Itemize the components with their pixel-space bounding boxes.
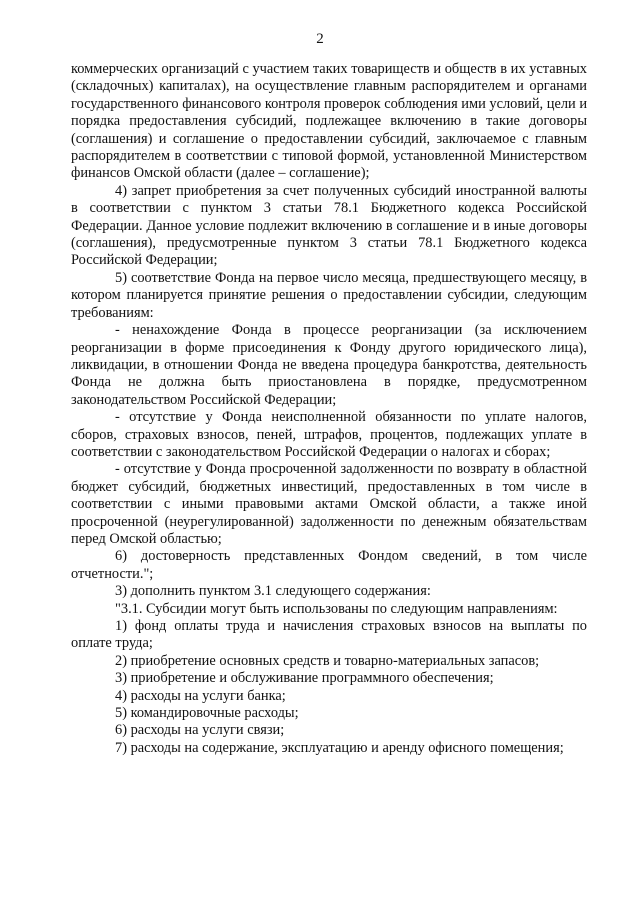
paragraph: - отсутствие у Фонда просроченной задолженности по возврату в областной бюджет субсидий, бюджетных инвестиций, предоставленных в том числе в соответствии с иными правовыми актами Омской области, а также иной просроченной (неурегулированной) задолженности по денежным обязательствам перед Омской областью; <box>71 461 587 547</box>
paragraph: 5) командировочные расходы; <box>115 705 299 722</box>
paragraph: 6) достоверность представленных Фондом сведений, в том числе отчетности."; <box>71 548 587 582</box>
document-body <box>71 61 587 757</box>
paragraph: 4) расходы на услуги банка; <box>115 687 286 704</box>
paragraph: 7) расходы на содержание, эксплуатацию и аренду офисного помещения; <box>115 739 564 756</box>
paragraph: "3.1. Субсидии могут быть использованы по следующим направлениям: <box>115 600 558 617</box>
paragraph: - отсутствие у Фонда неисполненной обязанности по уплате налогов, сборов, страховых взносов, пеней, штрафов, процентов, подлежащих уплате в соответствии с законодательством Российской Федерации о налогах и сборах; <box>71 409 587 460</box>
paragraph: коммерческих организаций с участием таких товариществ и обществ в их уставных (складочных) капиталах), на осуществление главным распорядителем и органами государственного финансового контроля проверок соблюдения ими условий, цели и порядка предоставления субсидий, подлежащее включению в такие договоры (соглашения) и соглашение о предоставлении субсидий, заключаемое с главным распорядителем в соответствии с типовой формой, установленной Министерством финансов Омской области (далее – соглашение); <box>71 61 588 182</box>
paragraph: 6) расходы на услуги связи; <box>115 722 285 739</box>
paragraph: 3) дополнить пунктом 3.1 следующего содержания: <box>115 583 431 600</box>
paragraph: 3) приобретение и обслуживание программного обеспечения; <box>115 670 494 687</box>
paragraph: - ненахождение Фонда в процессе реорганизации (за исключением реорганизации в форме присоединения к Фонду другого юридического лица), ликвидации, в отношении Фонда не введена процедура банкротства, деятельность Фонда не должна быть приостановлена в порядке, предусмотренном законодательством Российской Федерации; <box>71 322 587 408</box>
paragraph: 5) соответствие Фонда на первое число месяца, предшествующего месяцу, в котором планируется принятие решения о предоставлении субсидии, следующим требованиям: <box>71 269 587 321</box>
page-number: 2 <box>316 31 324 47</box>
paragraph: 2) приобретение основных средств и товарно-материальных запасов; <box>115 652 540 669</box>
paragraph: 4) запрет приобретения за счет полученных субсидий иностранной валюты в соответствии с пунктом 3 статьи 78.1 Бюджетного кодекса Российской Федерации. Данное условие подлежит включению в соглашение и в иные договоры (соглашения), предусмотренные пунктом 3 статьи 78.1 Бюджетного кодекса Российской Федерации; <box>71 182 587 269</box>
paragraph: 1) фонд оплаты труда и начисления страховых взносов на выплаты по оплате труда; <box>71 618 587 652</box>
